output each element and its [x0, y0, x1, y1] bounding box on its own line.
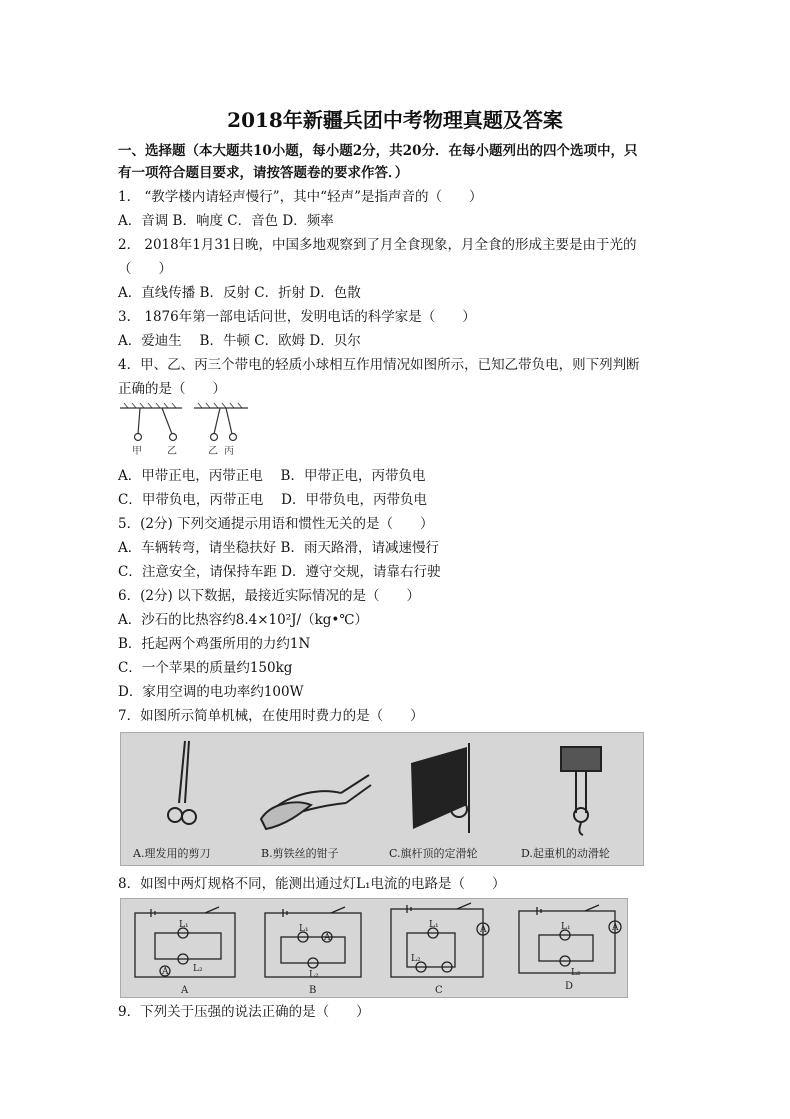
- q8-label-c: C: [435, 985, 443, 996]
- q8-b-lamp1: L₁: [299, 924, 309, 934]
- q4-options-line2: C．甲带负电，丙带正电 D．甲带负电，丙带负电: [118, 492, 427, 508]
- q8-label-a: A: [181, 985, 189, 996]
- q6-option-a: A．沙石的比热容约8.4×10²J/（kg•℃）: [118, 612, 368, 628]
- q4-options-line1: A．甲带正电，丙带正电 B．甲带正电，丙带负电: [118, 468, 426, 484]
- q1-stem: 1． “教学楼内请轻声慢行”，其中“轻声”是指声音的（ ）: [118, 189, 483, 205]
- q5-stem: 5．(2分) 下列交通提示用语和惯性无关的是（ ）: [118, 516, 434, 532]
- q8-label-b: B: [309, 985, 317, 996]
- q4-label-yi: 乙: [167, 446, 177, 457]
- q4-stem-line1: 4．甲、乙、丙三个带电的轻质小球相互作用情况如图所示，已知乙带负电，则下列判断: [118, 357, 640, 373]
- q4-label-bing: 丙: [224, 446, 234, 457]
- q8-a-lamp2: L₂: [193, 964, 203, 974]
- q7-stem: 7．如图所示简单机械，在使用时费力的是（ ）: [118, 708, 424, 724]
- q3-options: A．爱迪生 B．牛顿 C．欧姆 D．贝尔: [118, 333, 361, 349]
- q8-c-lamp1: L₁: [429, 920, 439, 930]
- q8-b-lamp2: L₂: [309, 970, 319, 980]
- q2-stem-line2: （ ）: [118, 261, 172, 277]
- q4-charged-balls-figure: [118, 402, 250, 458]
- section-heading-line1: 一、选择题（本大题共10小题，每小题2分，共20分．在每小题列出的四个选项中，只: [118, 143, 638, 159]
- q2-options: A．直线传播 B．反射 C．折射 D．色散: [118, 285, 361, 301]
- q8-a-lamp1: L₁: [179, 920, 189, 930]
- q8-label-d: D: [565, 981, 574, 992]
- q7-caption-a: A.理发用的剪刀: [133, 847, 211, 860]
- q7-caption-c: C.旗杆顶的定滑轮: [389, 847, 478, 860]
- q6-option-c: C．一个苹果的质量约150kg: [118, 660, 293, 676]
- q4-label-jia: 甲: [132, 446, 142, 457]
- q7-caption-d: D.起重机的动滑轮: [521, 847, 610, 860]
- q6-option-b: B．托起两个鸡蛋所用的力约1N: [118, 636, 311, 652]
- q2-stem-line1: 2． 2018年1月31日晚，中国多地观察到了月全食现象，月全食的形成主要是由于光的: [118, 237, 637, 253]
- q9-stem: 9．下列关于压强的说法正确的是（ ）: [118, 1004, 370, 1020]
- q7-caption-b: B.剪铁丝的钳子: [261, 847, 339, 860]
- q8-d-ammeter: A: [612, 923, 619, 933]
- q5-options-line1: A．车辆转弯，请坐稳扶好 B．雨天路滑，请减速慢行: [118, 540, 439, 556]
- q7-simple-machines-figure: [120, 732, 644, 866]
- q4-stem-line2: 正确的是（ ）: [118, 381, 226, 397]
- q6-stem: 6．(2分) 以下数据，最接近实际情况的是（ ）: [118, 588, 421, 604]
- page-title: 2018年新疆兵团中考物理真题及答案: [227, 108, 563, 132]
- q8-d-lamp2: L₂: [571, 968, 581, 978]
- q4-label-yi-2: 乙: [208, 446, 218, 457]
- q3-stem: 3． 1876年第一部电话问世，发明电话的科学家是（ ）: [118, 309, 476, 325]
- q8-stem: 8．如图中两灯规格不同，能测出通过灯L₁电流的电路是（ ）: [118, 876, 506, 892]
- q8-c-ammeter: A: [480, 925, 487, 935]
- q8-circuits-figure: [120, 898, 628, 998]
- q6-option-d: D．家用空调的电功率约100W: [118, 684, 304, 700]
- q8-a-ammeter: A: [162, 967, 169, 977]
- q1-options: A．音调 B．响度 C．音色 D．频率: [118, 213, 334, 229]
- q8-b-ammeter: A: [324, 933, 331, 943]
- section-heading-line2: 有一项符合题目要求，请按答题卷的要求作答．）: [118, 165, 409, 181]
- q5-options-line2: C．注意安全，请保持车距 D．遵守交规，请靠右行驶: [118, 564, 441, 580]
- q8-c-lamp2: L₂: [411, 954, 421, 964]
- q8-d-lamp1: L₁: [561, 922, 571, 932]
